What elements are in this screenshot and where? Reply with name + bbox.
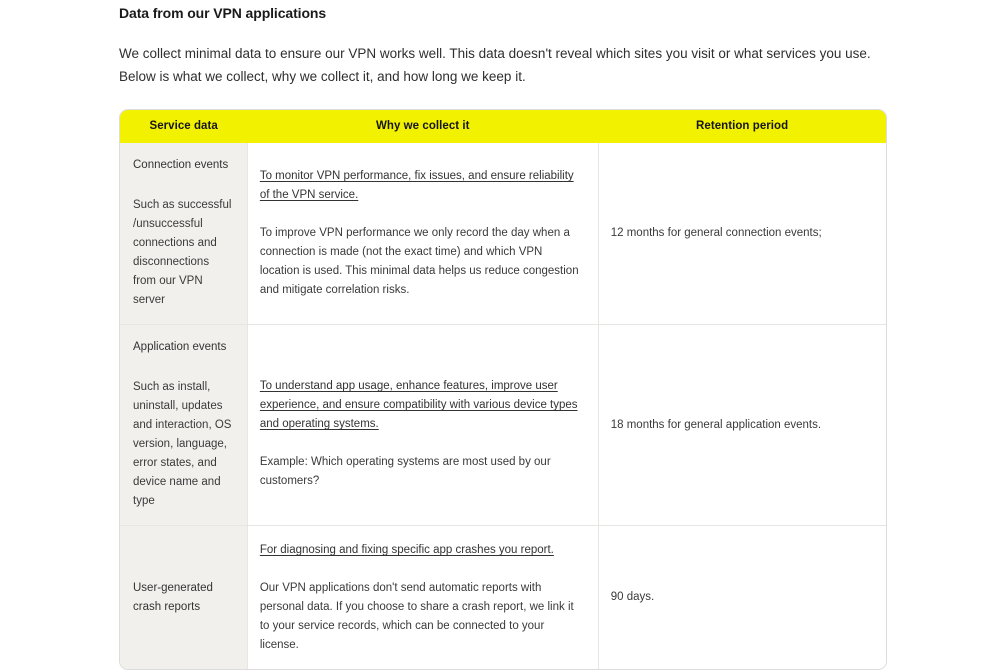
table-header (120, 110, 886, 143)
cell-retention-period (598, 526, 886, 670)
why-lead-text: To monitor VPN performance, fix issues, and ensure reliability of the VPN service. (259, 170, 574, 201)
retention-text: 90 days. (610, 591, 655, 603)
service-title: Application events (133, 341, 227, 353)
table-header-row (120, 110, 886, 143)
cell-why-we-collect-it (247, 526, 598, 670)
retention-text: 12 months for general connection events; (610, 227, 822, 239)
service-title: Connection events (133, 159, 229, 171)
service-description: Such as successful /unsuccessful connections and disconnections from our VPN server (133, 199, 232, 306)
why-body-text: To improve VPN performance we only record the day when a connection is made (not the exact time) and which VPN location is used. This minimal data helps us reduce congestion and mitigate correlation risks. (259, 227, 579, 296)
cell-service-data (120, 526, 247, 670)
why-lead-text: For diagnosing and fixing specific app crashes you report. (259, 544, 554, 556)
table-row (120, 325, 886, 526)
page-title: Data from our VPN applications (119, 5, 327, 21)
table-row (120, 143, 886, 325)
cell-service-data (120, 325, 247, 526)
data-collection-table (120, 110, 886, 669)
retention-text: 18 months for general application events. (610, 418, 822, 431)
data-collection-table-wrapper (119, 109, 887, 670)
cell-why-we-collect-it (247, 143, 598, 325)
column-header-why-we-collect-it: Why we collect it (247, 110, 598, 143)
cell-retention-period (598, 325, 886, 526)
intro-paragraph: We collect minimal data to ensure our VPN works well. This data doesn't reveal which sites you visit or what services you use. Below is what we collect, why we collect it, and how long we keep it. (119, 46, 871, 84)
column-header-retention-period: Retention period (598, 110, 886, 143)
why-body-text: Our VPN applications don't send automatic reports with personal data. If you choose to share a crash report, we link it to your service records, which can be connected to your license. (259, 582, 574, 651)
cell-why-we-collect-it (247, 325, 598, 526)
why-lead-text: To understand app usage, enhance features, improve user experience, and ensure compatibility with various device types and operating systems. (259, 380, 578, 430)
table-body (120, 143, 886, 669)
service-description: Such as install, uninstall, updates and interaction, OS version, language, error states, and device name and type (133, 381, 232, 507)
service-title: User-generated crash reports (133, 581, 213, 613)
table-row (120, 526, 886, 670)
cell-retention-period (598, 143, 886, 325)
why-body-text: Example: Which operating systems are most used by our customers? (259, 456, 551, 487)
cell-service-data (120, 143, 247, 325)
column-header-service-data: Service data (120, 110, 247, 143)
